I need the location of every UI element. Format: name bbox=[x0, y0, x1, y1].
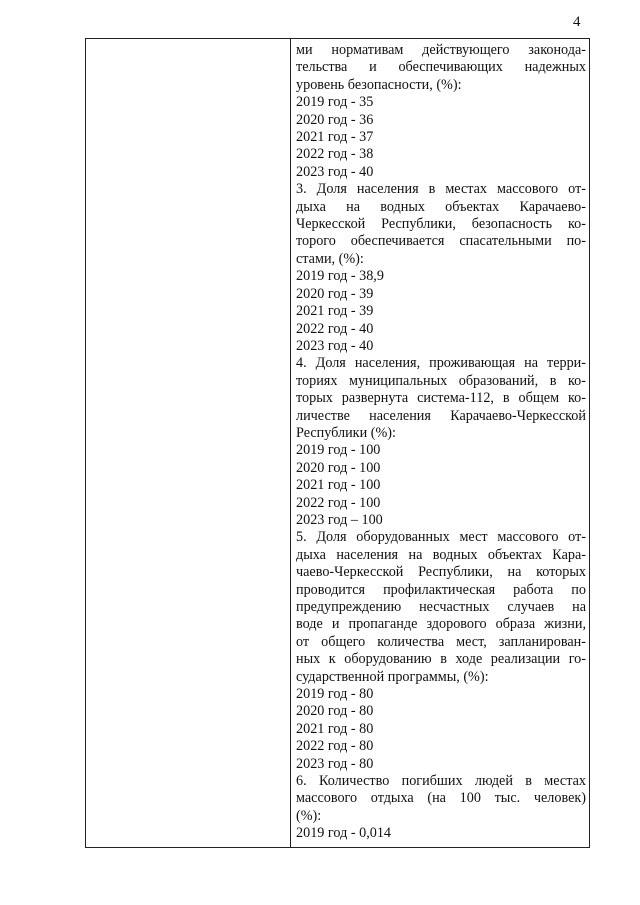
text-line: ных к оборудованию в ходе реализации го- bbox=[296, 651, 586, 668]
text-line: массового отдыха (на 100 тыс. человек) bbox=[296, 790, 586, 807]
text-line: Республики (%): bbox=[296, 424, 396, 441]
text-line: воде и пропаганде здорового образа жизни, bbox=[296, 616, 586, 633]
text-line: тельства и обеспечивающих надежных bbox=[296, 59, 586, 76]
text-line: (%): bbox=[296, 807, 322, 824]
text-line: 2021 год - 37 bbox=[296, 129, 374, 146]
text-line: 2023 год - 80 bbox=[296, 755, 374, 772]
text-line: 2023 год - 40 bbox=[296, 163, 374, 180]
text-line: 2019 год - 38,9 bbox=[296, 268, 384, 285]
text-line: торого обеспечивается спасательными по- bbox=[296, 233, 586, 250]
text-line: чаево-Черкесской Республики, на которых bbox=[296, 564, 586, 581]
text-line: 4. Доля населения, проживающая на терри- bbox=[296, 355, 586, 372]
text-line: Черкесской Республики, безопасность ко- bbox=[296, 216, 586, 233]
text-line: 2020 год - 39 bbox=[296, 285, 374, 302]
text-line: 3. Доля населения в местах массового от- bbox=[296, 181, 586, 198]
text-line: 2021 год - 80 bbox=[296, 720, 374, 737]
text-line: 2021 год - 39 bbox=[296, 303, 374, 320]
text-line: 2021 год - 100 bbox=[296, 477, 381, 494]
text-line: личестве населения Карачаево-Черкесской bbox=[296, 407, 586, 424]
text-line: 2019 год - 100 bbox=[296, 442, 381, 459]
text-line: предупреждению несчастных случаев на bbox=[296, 599, 586, 615]
text-line: от общего количества мест, запланирован- bbox=[296, 633, 586, 650]
text-line: 2019 год - 80 bbox=[296, 686, 374, 703]
text-line: 2023 год - 40 bbox=[296, 337, 374, 354]
text-line: 2020 год - 100 bbox=[296, 459, 381, 476]
text-line: 2022 год - 80 bbox=[296, 738, 374, 755]
page-number: 4 bbox=[573, 14, 581, 30]
text-line: 2019 год - 0,014 bbox=[296, 825, 392, 842]
document-table bbox=[85, 38, 590, 848]
table-cell-left-empty bbox=[86, 39, 291, 847]
text-line: ториях муниципальных образований, в ко- bbox=[296, 372, 586, 389]
text-line: торых развернута система-112, в общем ко- bbox=[296, 390, 586, 407]
text-line: 5. Доля оборудованных мест массового от- bbox=[296, 529, 586, 546]
text-line: 6. Количество погибших людей в местах bbox=[296, 773, 586, 790]
table-cell-indicators bbox=[291, 39, 589, 847]
text-line: проводится профилактическая работа по bbox=[296, 581, 586, 598]
text-line: 2022 год - 40 bbox=[296, 320, 374, 337]
text-line: 2020 год - 80 bbox=[296, 703, 374, 720]
text-line: сударственной программы, (%): bbox=[296, 668, 489, 685]
text-line: ми нормативам действующего законода- bbox=[296, 42, 586, 58]
text-line: 2020 год - 36 bbox=[296, 111, 374, 128]
text-line: 2022 год - 38 bbox=[296, 146, 374, 163]
text-line: 2022 год - 100 bbox=[296, 494, 381, 511]
text-line: стами, (%): bbox=[296, 250, 364, 267]
text-line: 2023 год – 100 bbox=[296, 511, 383, 528]
text-line: 2019 год - 35 bbox=[296, 94, 374, 111]
text-line: дыха на водных объектах Карачаево- bbox=[296, 198, 586, 215]
text-line: уровень безопасности, (%): bbox=[296, 76, 462, 93]
text-line: дыха населения на водных объектах Кара- bbox=[296, 546, 586, 563]
